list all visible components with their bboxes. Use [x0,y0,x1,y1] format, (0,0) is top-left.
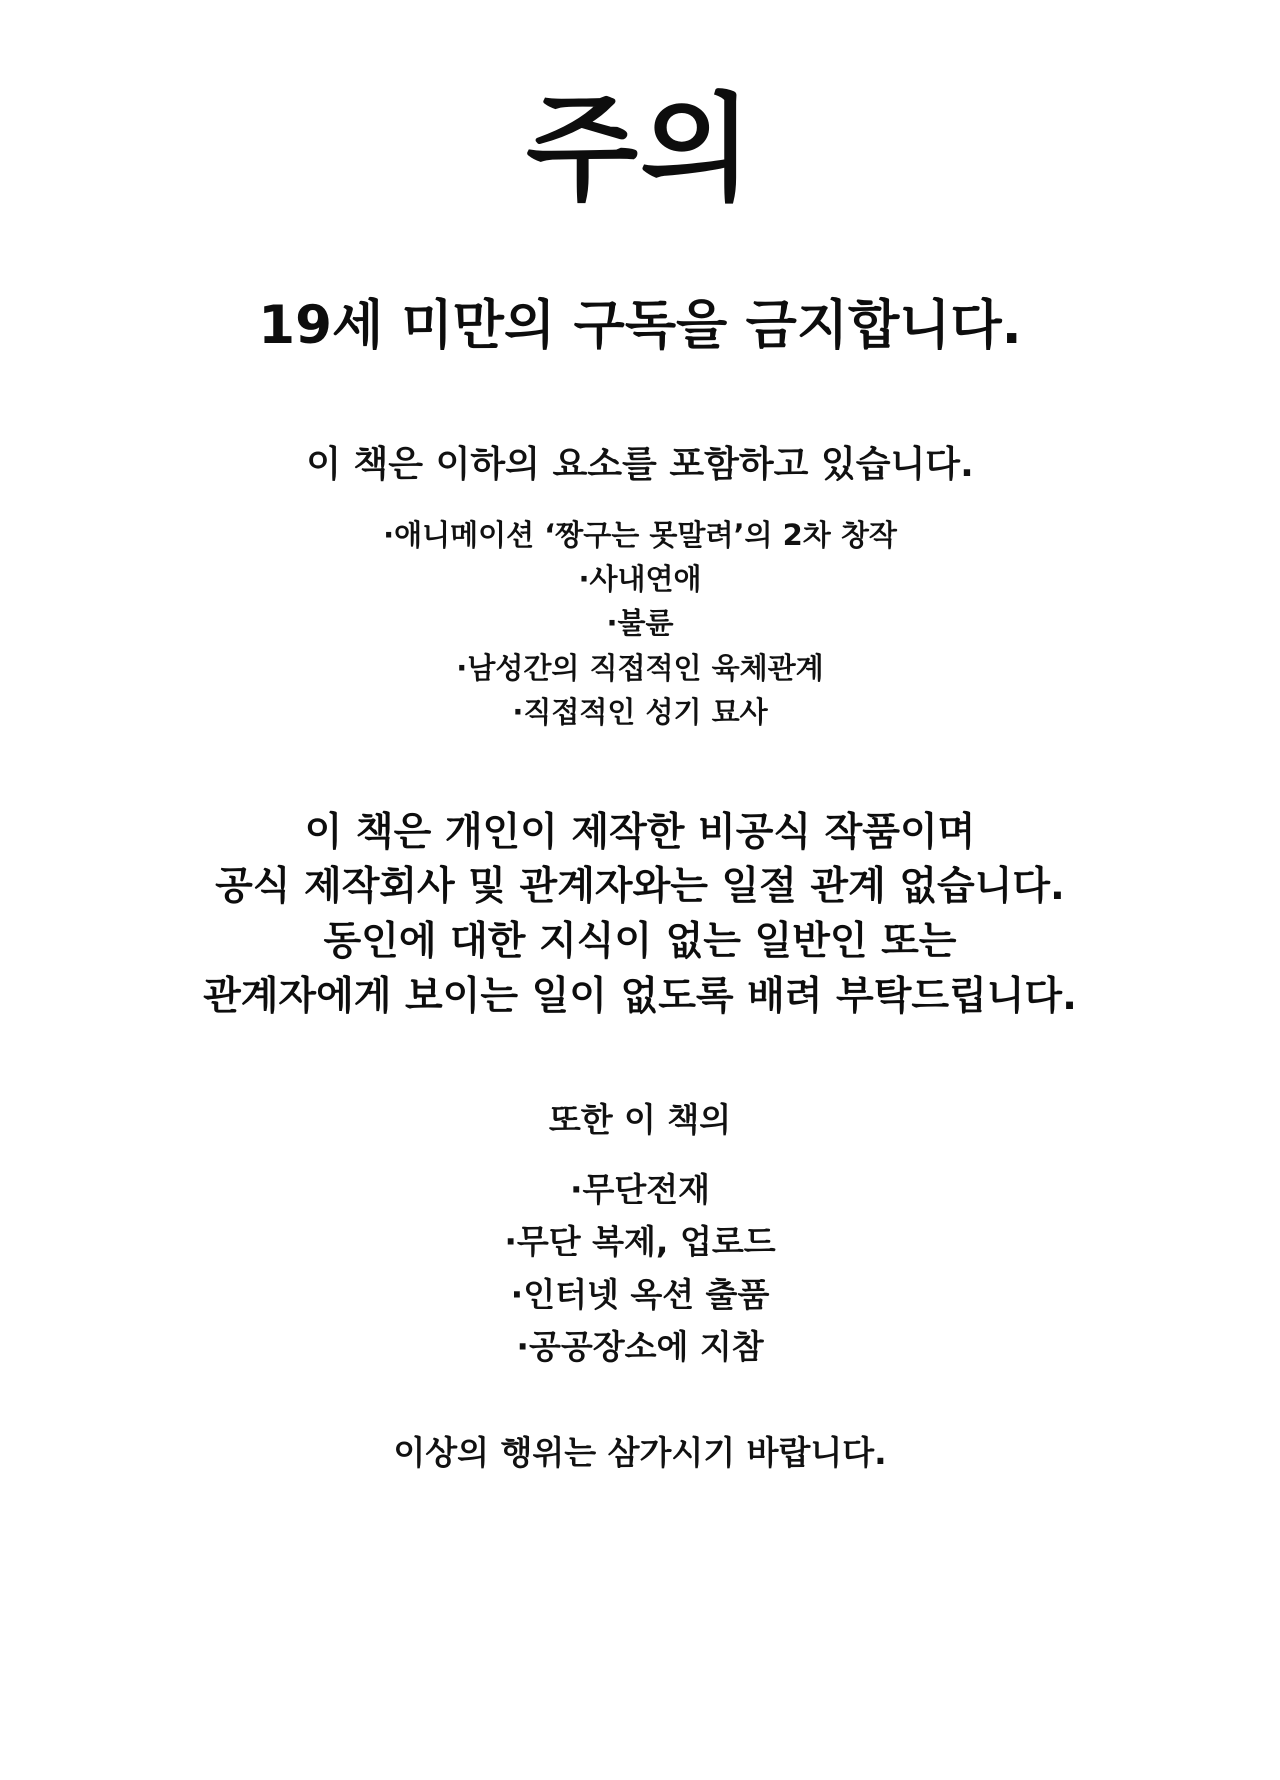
list-item: ·무단 복제, 업로드 [504,1222,776,1262]
closing-statement: 이상의 행위는 삼가시기 바랍니다. [393,1432,887,1472]
page-title: 주의 [525,82,755,217]
disclaimer-line: 공식 제작회사 및 관계자와는 일절 관계 없습니다. [215,864,1065,910]
contents-list [383,512,897,734]
disclaimer-block [203,805,1077,1025]
list-item: ·직접적인 성기 묘사 [512,694,768,729]
list-item: ·애니메이션 ‘짱구는 못말려’의 2차 창작 [383,518,897,553]
list-item: ·인터넷 옥션 출품 [510,1274,770,1314]
list-item: ·불륜 [606,606,674,641]
prohibited-list [504,1162,775,1375]
disclaimer-line: 동인에 대한 지식이 없는 일반인 또는 [323,919,957,965]
list-item: ·공공장소에 지참 [516,1327,764,1367]
list-item: ·무단전재 [569,1169,711,1209]
contents-heading: 이 책은 이하의 요소를 포함하고 있습니다. [306,443,974,485]
age-restriction-subtitle: 19세 미만의 구독을 금지합니다. [258,295,1022,356]
prohibited-heading: 또한 이 책의 [548,1099,732,1139]
disclaimer-line: 관계자에게 보이는 일이 없도록 배려 부탁드립니다. [203,974,1077,1020]
list-item: ·사내연애 [578,562,702,597]
list-item: ·남성간의 직접적인 육체관계 [456,650,824,685]
disclaimer-line: 이 책은 개인이 제작한 비공식 작품이며 [304,809,976,855]
